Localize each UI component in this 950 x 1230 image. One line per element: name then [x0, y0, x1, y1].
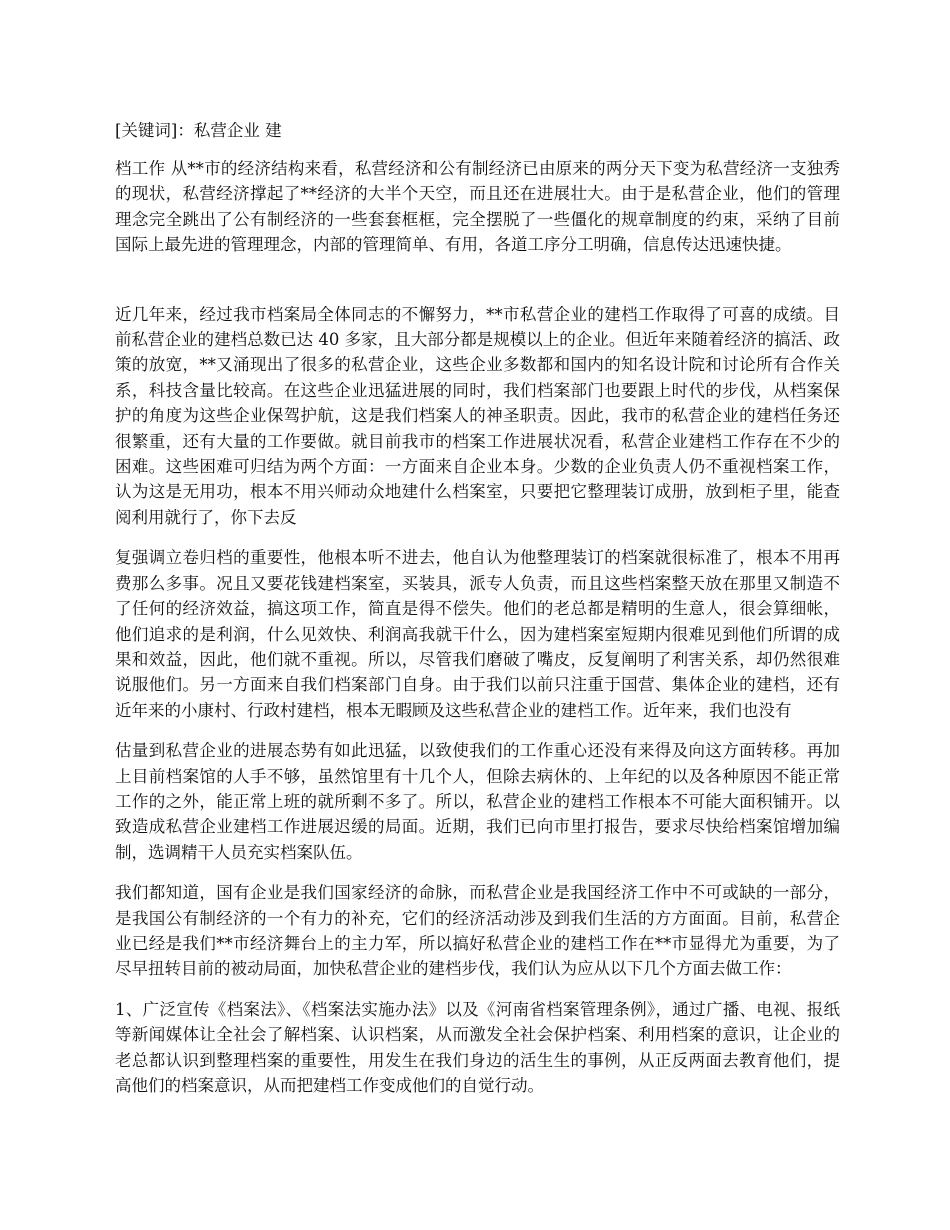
paragraph-gap [115, 273, 840, 302]
document-page [115, 118, 840, 1113]
paragraph-5: 我们都知道，国有企业是我们国家经济的命脉，而私营企业是我国经济工作中不可或缺的一部分，是我国公有制经济的一个有力的补充，它们的经济活动涉及到我们生活的方方面面。目前，私营企业已经是我们**市经济舞台上的主力军，所以搞好私营企业的建档工作在**市显得尤为重要，为了尽早扭转目前的被动局面，加快私营企业的建档步伐，我们认为应从以下几个方面去做工作： [115, 883, 840, 979]
paragraph-3: 复强调立卷归档的重要性，他根本听不进去，他自认为他整理装订的档案就很标准了，根本不用再费那么多事。况且又要花钱建档案室，买装具，派专人负责，而且这些档案整天放在那里又制造不了任何的经济效益，搞这项工作，简直是得不偿失。他们的老总都是精明的生意人，很会算细帐，他们追求的是利润，什么见效快、利润高我就干什么，因为建档案室短期内很难见到他们所谓的成果和效益，因此，他们就不重视。所以，尽管我们磨破了嘴皮，反复阐明了利害关系，却仍然很难说服他们。另一方面来自我们档案部门自身。由于我们以前只注重于国营、集体企业的建档，还有近年来的小康村、行政村建档，根本无暇顾及这些私营企业的建档工作。近年来，我们也没有 [115, 548, 840, 720]
keywords-line: [关键词]：私营企业 建 [115, 121, 282, 140]
paragraph-2: 近几年来，经过我市档案局全体同志的不懈努力，**市私营企业的建档工作取得了可喜的成绩。目前私营企业的建档总数已达 40 多家，且大部分都是规模以上的企业。但近年来随着经济的搞活、政策的放宽，**又涌现出了很多的私营企业，这些企业多数都和国内的知名设计院和讨论所有合作关系，科技含量比较高。在这些企业迅猛进展的同时，我们档案部门也要跟上时代的步伐，从档案保护的角度为这些企业保驾护航，这是我们档案人的神圣职责。因此，我市的私营企业的建档任务还很繁重，还有大量的工作要做。就目前我市的档案工作进展状况看，私营企业建档工作存在不少的困难。这些困难可归结为两个方面：一方面来自企业本身。少数的企业负责人仍不重视档案工作，认为这是无用功，根本不用兴师动众地建什么档案室，只要把它整理装订成册，放到柜子里，能查阅利用就行了，你下去反 [115, 304, 840, 527]
paragraph-1: 档工作 从**市的经济结构来看，私营经济和公有制经济已由原来的两分天下变为私营经济一支独秀的现状，私营经济撑起了**经济的大半个天空，而且还在进展壮大。由于是私营企业，他们的管理理念完全跳出了公有制经济的一些套套框框，完全摆脱了一些僵化的规章制度的约束，采纳了目前国际上最先进的管理理念，内部的管理简单、有用，各道工序分工明确，信息传达迅速快捷。 [115, 159, 840, 255]
paragraph-6: 1、广泛宣传《档案法》、《档案法实施办法》以及《河南省档案管理条例》，通过广播、电视、报纸等新闻媒体让全社会了解档案、认识档案，从而激发全社会保护档案、利用档案的意识，让企业的老总都认识到整理档案的重要性，用发生在我们身边的活生生的事例，从正反两面去教育他们，提高他们的档案意识，从而把建档工作变成他们的自觉行动。 [115, 999, 840, 1095]
paragraph-4: 估量到私营企业的进展态势有如此迅猛，以致使我们的工作重心还没有来得及向这方面转移。再加上目前档案馆的人手不够，虽然馆里有十几个人，但除去病休的、上年纪的以及各种原因不能正常工作的之外，能正常上班的就所剩不多了。所以，私营企业的建档工作根本不可能大面积铺开。以致造成私营企业建档工作进展迟缓的局面。近期，我们已向市里打报告，要求尽快给档案馆增加编制，选调精干人员充实档案队伍。 [115, 741, 840, 862]
